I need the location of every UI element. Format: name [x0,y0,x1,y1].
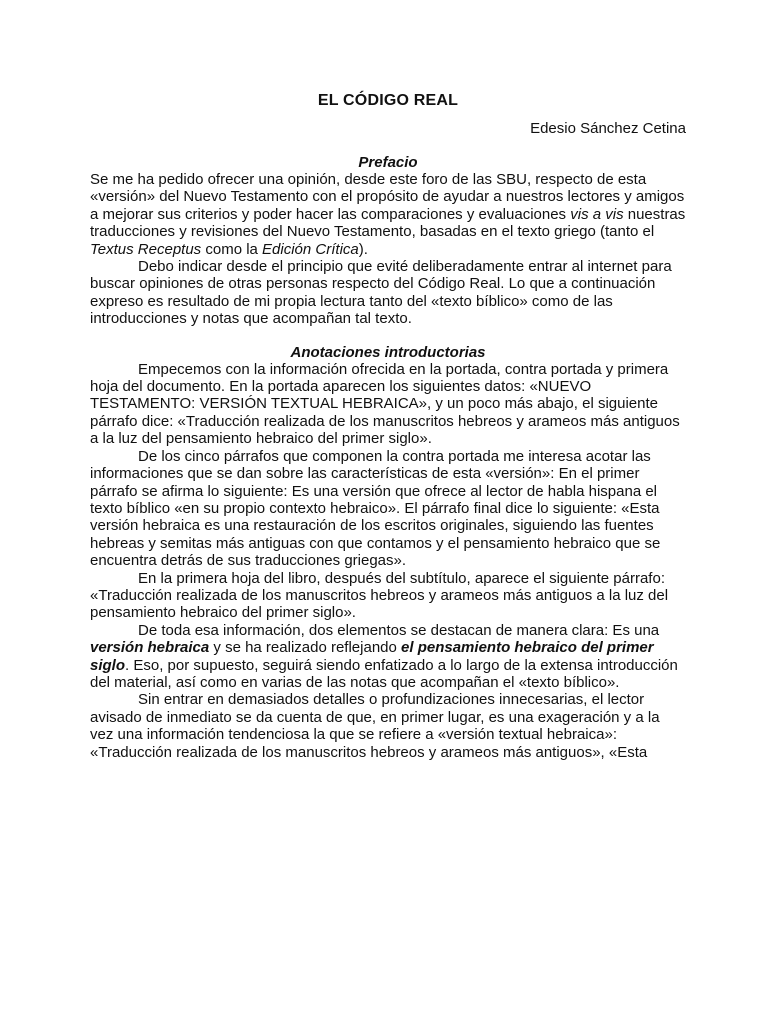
paragraph-1-text-g: ). [358,240,368,258]
paragraph-3: Empecemos con la información ofrecida en la portada, contra portada y primera hoja del documento. En la portada aparecen los siguientes datos: «NUEVO TESTAMENTO: VERSIÓN TEXTUAL HEBRAICA», y un poco más abajo, el siguiente párrafo dice: «Traducción realizada de los manuscritos hebreos y arameos más antiguos a la luz del pensamiento hebraico del primer siglo». [90,360,680,448]
paragraph-7: Sin entrar en demasiados detalles o profundizaciones innecesarias, el lector avisado de inmediato se da cuenta de que, en primer lugar, es una exageración y a la vez una información tendenciosa la que se refiere a «versión textual hebraica»: «Traducción realizada de los manuscritos hebreos y arameos más antiguos», «Esta [90,691,660,761]
paragraph-1-text-e: como la [201,240,263,258]
author-name: Edesio Sánchez Cetina [530,120,686,137]
paragraph-4: De los cinco párrafos que componen la contra portada me interesa acotar las informaciones que se dan sobre las características de esta «versión»: En el primer párrafo se afirma lo siguiente: Es una versión que ofrece al lector de habla hispana el texto bíblico «en su propio contexto hebraico». El párrafo final dice lo siguiente: «Esta versión hebraica es una restauración de los escritos originales, siguiendo las fuentes hebreas y semitas más antiguas con que contamos y el pensamiento hebraico que se encuentra detrás de sus traducciones griegas». [90,447,661,570]
paragraph-1-text-c: nuestras traducciones y revisiones del Nuevo Testamento, basadas en el texto griego (tanto el [90,205,686,241]
section-heading-prefacio: Prefacio [358,154,418,171]
paragraph-1-italic-textus-receptus: Textus Receptus [90,240,202,258]
paragraph-1-text-a: Se me ha pedido ofrecer una opinión, desde este foro de las SBU, respecto de esta «versión» del Nuevo Testamento con el propósito de ayudar a nuestros lectores y amigos a mejorar sus criterios y poder hacer las comparaciones y evaluaciones [90,171,685,223]
paragraph-1-italic-vis-a-vis: vis a vis [570,205,624,223]
paragraph-1 [90,171,686,258]
document-title: EL CÓDIGO REAL [317,92,459,109]
paragraph-6-text-a: De toda esa información, dos elementos se destacan de manera clara: Es una [138,621,660,639]
paragraph-2: Debo indicar desde el principio que evité deliberadamente entrar al internet para buscar opiniones de otras personas respecto del Código Real. Lo que a continuación expreso es resultado de mi propia lectura tanto del «texto bíblico» como de las introducciones y notas que acompañan tal texto. [90,258,672,328]
paragraph-1-italic-edicion-critica: Edición Crítica [262,240,359,258]
paragraph-6-text-e: . Eso, por supuesto, seguirá siendo enfatizado a lo largo de la extensa introducción del material, así como en varias de las notas que acompañan el «texto bíblico». [90,656,678,691]
paragraph-6-emphasis-pensamiento-hebraico: el pensamiento hebraico del primer siglo [90,639,654,674]
section-heading-anotaciones: Anotaciones introductorias [290,343,486,361]
paragraph-5: En la primera hoja del libro, después del subtítulo, aparece el siguiente párrafo: «Traducción realizada de los manuscritos hebreos y arameos más antiguos a la luz del pensamiento hebraico del primer siglo». [90,569,669,622]
document-body [90,84,686,761]
paragraph-6-text-c: y se ha realizado reflejando [209,639,402,657]
paragraph-6-emphasis-version-hebraica: versión hebraica [90,639,210,657]
paragraph-6 [90,622,686,692]
